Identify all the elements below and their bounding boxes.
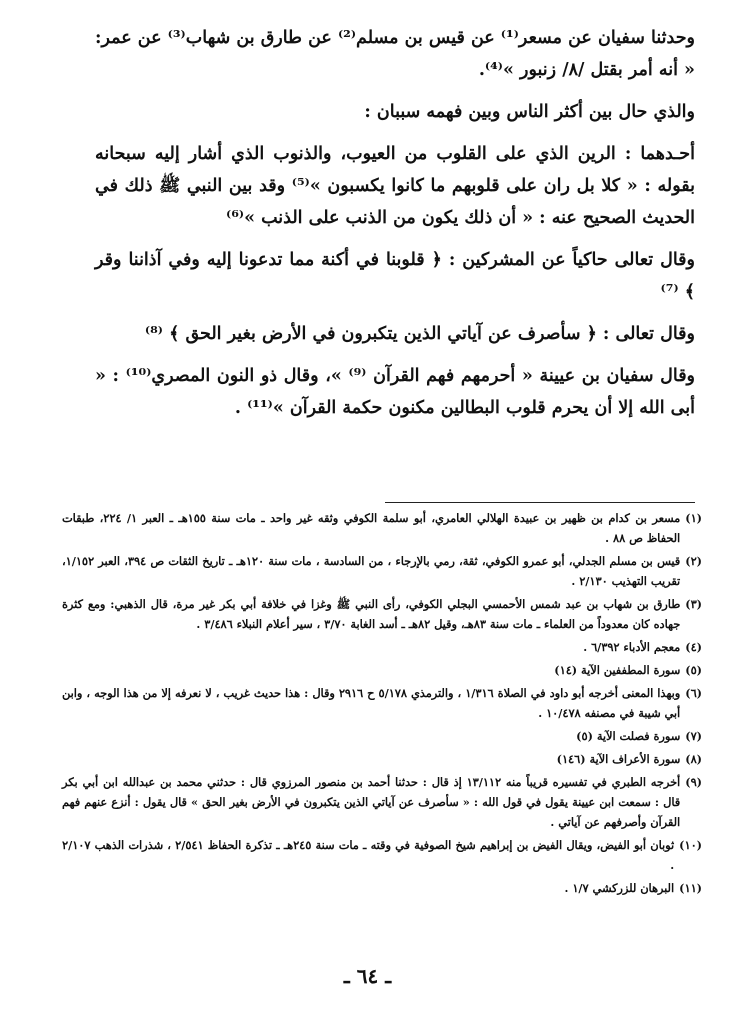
footnote (62, 683, 702, 723)
paragraph: أحـدهما : الرين الذي على القلوب من العيوب، والذنوب الذي أشار إليه سبحانه بقوله : « كلا بل ران على قلوبهم ما كانوا يكسبون »⁽⁵⁾ وقد بين النبي ﷺ ذلك في الحديث الصحيح عنه : « أن ذلك يكون من الذنب على الذنب »⁽⁶⁾ (95, 144, 695, 228)
footnote-number: (٧) (685, 729, 702, 743)
footnote (62, 660, 702, 680)
footnote (62, 594, 702, 634)
page-number: ـ ٦٤ ـ (343, 964, 392, 988)
footnote-text: البرهان للزركشي ١/٧ . (564, 881, 675, 895)
paragraph: وقال سفيان بن عيينة « أحرمهم فهم القرآن ⁽⁹⁾ »، وقال ذو النون المصري⁽¹⁰⁾ : « أبى الله إلا أن يحرم قلوب البطالين مكنون حكمة القرآن »⁽¹¹⁾ . (95, 366, 696, 418)
footnote-number: (٨) (685, 752, 702, 766)
footnote (62, 835, 702, 875)
main-text (95, 22, 695, 434)
footnote-text: سورة الأعراف الآية (١٤٦) (556, 752, 681, 766)
footnote-text: سورة المطففين الآية (١٤) (554, 663, 681, 677)
footnote-text: سورة فصلت الآية (٥) (576, 729, 681, 743)
footnote-text: قيس بن مسلم الجدلي، أبو عمرو الكوفي، ثقة، رمي بالإرجاء ، من السادسة ، مات سنة ١٢٠هـ ـ تاريخ الثقات ص ٣٩٤، العبر ١/١٥٢، تقريب التهذيب ٢/١٣٠ . (62, 554, 681, 588)
footnote (62, 749, 702, 769)
footnote (62, 551, 702, 591)
footnote (62, 772, 702, 832)
paragraph: والذي حال بين أكثر الناس وبين فهمه سببان : (364, 102, 695, 122)
footnote-text: مسعر بن كدام بن ظهير بن عبيدة الهلالي العامري، أبو سلمة الكوفي وثقه غير واحد ـ مات سنة ١٥٥هـ ـ العبر ١/ ٢٢٤، طبقات الحفاظ ص ٨٨ . (62, 511, 681, 545)
footnote-number: (١١) (679, 881, 702, 895)
footnote-text: طارق بن شهاب بن عبد شمس الأحمسي البجلي الكوفي، رأى النبي ﷺ وغزا في خلافة أبي بكر غير مرة، قال الذهبي: ومع كثرة جهاده كان معدوداً من العلماء ـ مات سنة ٨٣هـ، وقيل ٨٢هـ ـ أسد الغابة ٣/٧٠ ، سير أعلام النبلاء ٣/٤٨٦ . (62, 597, 681, 631)
footnotes (62, 508, 702, 901)
footnote-number: (٣) (685, 597, 702, 611)
footnote-text: معجم الأدباء ٦/٣٩٢ . (583, 640, 681, 654)
footnote-divider (385, 502, 695, 503)
footnote-number: (٤) (685, 640, 702, 654)
footnote-number: (٥) (685, 663, 702, 677)
footnote-text: ثوبان أبو الفيض، ويقال الفيض بن إبراهيم شيخ الصوفية في وقته ـ مات سنة ٢٤٥هـ ـ تذكرة الحفاظ ٢/٥٤١ ، شذرات الذهب ٢/١٠٧ . (62, 838, 675, 872)
footnote (62, 508, 702, 548)
footnote-text: وبهذا المعنى أخرجه أبو داود في الصلاة ١/٣١٦ ، والترمذي ٥/١٧٨ ح ٢٩١٦ وقال : هذا حديث غريب ، لا نعرفه إلا من هذا الوجه ، وابن أبي شيبة في مصنفه ١٠/٤٧٨ . (62, 686, 681, 720)
footnote-number: (٩) (685, 775, 702, 789)
footnote-number: (١٠) (679, 838, 702, 852)
paragraph: وقال تعالى حاكياً عن المشركين : ﴿ قلوبنا في أكنة مما تدعونا إليه وفي آذاننا وقر ﴾ ⁽⁷⁾ (95, 250, 695, 302)
paragraph: وحدثنا سفيان عن مسعر⁽¹⁾ عن قيس بن مسلم⁽²⁾ عن طارق بن شهاب⁽³⁾ عن عمر: « أنه أمر بقتل /٨/ زنبور »⁽⁴⁾. (95, 28, 695, 80)
footnote (62, 637, 702, 657)
footnote-number: (٢) (685, 554, 702, 568)
paragraph: وقال تعالى : ﴿ سأصرف عن آياتي الذين يتكبرون في الأرض بغير الحق ﴾ ⁽⁸⁾ (144, 324, 695, 344)
footnote (62, 726, 702, 746)
footnote-number: (٦) (685, 686, 702, 700)
footnote-number: (١) (685, 511, 702, 525)
footnote-text: أخرجه الطبري في تفسيره قريباً منه ١٣/١١٢ إذ قال : حدثنا أحمد بن منصور المرزوي قال : حدثني محمد بن عبدالله ابن أبي بكر قال : سمعت ابن عيينة يقول في قول الله : « سأصرف عن آياتي الذين يتكبرون في الأرض بغير الحق » قال يقول : أنزع عنهم فهم القرآن وأصرفهم عن آياتي . (62, 775, 681, 829)
footnote (62, 878, 702, 898)
